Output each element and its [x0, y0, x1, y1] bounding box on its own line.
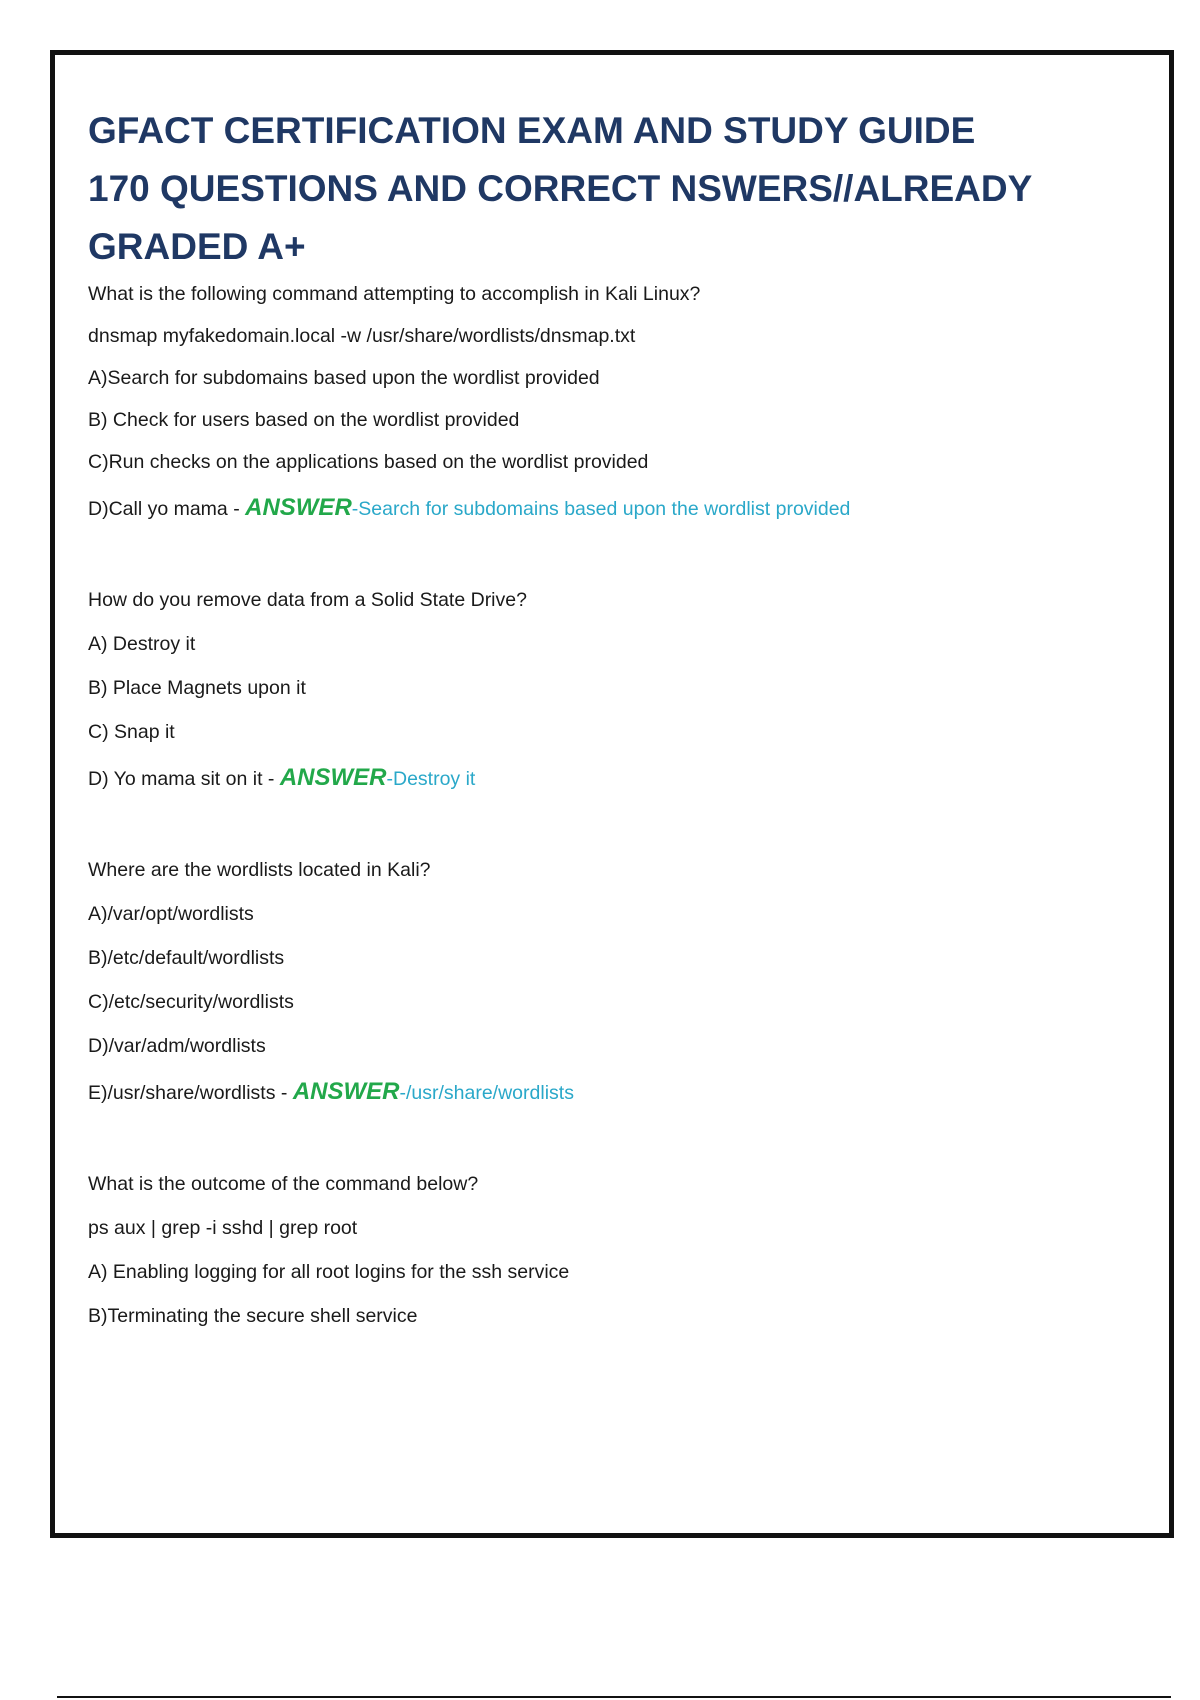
- option-b: B) Place Magnets upon it: [88, 677, 306, 699]
- question-2: [88, 588, 1088, 790]
- option-b: B)/etc/default/wordlists: [88, 947, 285, 969]
- question-command: ps aux | grep -i sshd | grep root: [88, 1217, 358, 1239]
- option-c: C)/etc/security/wordlists: [88, 991, 294, 1013]
- answer-label: ANSWER: [245, 494, 352, 521]
- option-c: C)Run checks on the applications based on the wordlist provided: [88, 451, 649, 473]
- question-prompt: How do you remove data from a Solid State Drive?: [88, 589, 527, 611]
- option-e: E)/usr/share/wordlists -: [88, 1082, 293, 1104]
- option-a: A) Destroy it: [88, 633, 196, 655]
- option-d-with-answer: [88, 766, 1088, 790]
- title-line-3: GRADED A+: [88, 226, 306, 267]
- document-title: [88, 102, 1088, 276]
- option-a: A)Search for subdomains based upon the wordlist provided: [88, 367, 600, 389]
- question-prompt: What is the outcome of the command below?: [88, 1173, 479, 1195]
- title-line-2: 170 QUESTIONS AND CORRECT NSWERS//ALREADY: [88, 168, 1033, 209]
- title-line-1: GFACT CERTIFICATION EXAM AND STUDY GUIDE: [88, 110, 976, 151]
- question-4: [88, 1172, 1088, 1328]
- document-content: [88, 102, 1088, 1328]
- question-prompt: Where are the wordlists located in Kali?: [88, 859, 431, 881]
- option-d-with-answer: [88, 496, 1088, 520]
- question-3: [88, 858, 1088, 1104]
- option-a: A)/var/opt/wordlists: [88, 903, 254, 925]
- option-d: D)/var/adm/wordlists: [88, 1035, 266, 1057]
- question-prompt: What is the following command attempting to accomplish in Kali Linux?: [88, 283, 701, 305]
- option-d: D) Yo mama sit on it -: [88, 768, 280, 790]
- answer-text: -Search for subdomains based upon the wordlist provided: [351, 498, 851, 520]
- question-1: [88, 282, 1088, 520]
- answer-text: -/usr/share/wordlists: [399, 1082, 574, 1104]
- option-b: B)Terminating the secure shell service: [88, 1305, 418, 1327]
- answer-label: ANSWER: [279, 764, 387, 791]
- answer-text: -Destroy it: [386, 768, 476, 790]
- answer-label: ANSWER: [292, 1078, 400, 1105]
- question-command: dnsmap myfakedomain.local -w /usr/share/wordlists/dnsmap.txt: [88, 325, 636, 347]
- option-b: B) Check for users based on the wordlist provided: [88, 409, 520, 431]
- footer-rule: [57, 1696, 1171, 1698]
- option-e-with-answer: [88, 1080, 1088, 1104]
- option-a: A) Enabling logging for all root logins for the ssh service: [88, 1261, 570, 1283]
- option-d: D)Call yo mama -: [88, 498, 246, 520]
- option-c: C) Snap it: [88, 721, 175, 743]
